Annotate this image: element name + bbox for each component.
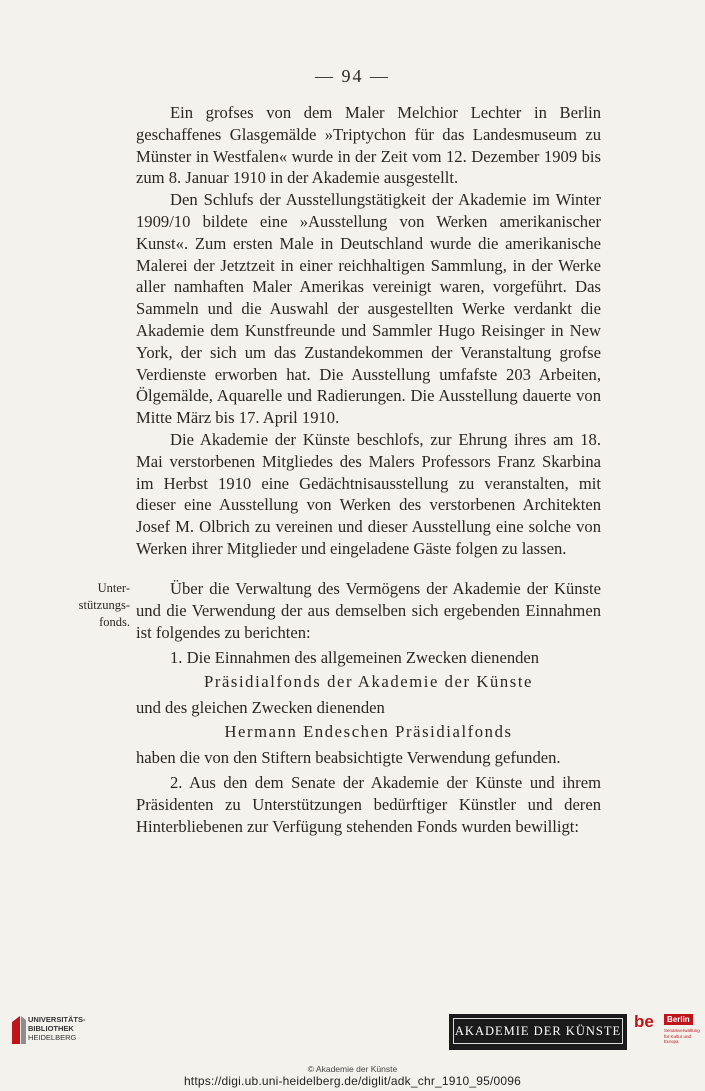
university-library-name (28, 1015, 86, 1042)
paragraph-4: Über die Verwaltung des Vermögens der Akademie der Künste und die Verwendung der aus demselben sich ergebenden Einnahmen ist folgendes zu berichten: (136, 579, 601, 642)
library-line-1: UNIVERSITÄTS- (28, 1015, 86, 1024)
fund-name-1: Präsidialfonds der Akademie der Künste (204, 672, 533, 692)
paragraph-7: haben die von den Stiftern beabsichtigte Verwendung gefunden. (136, 747, 561, 767)
berlin-be-mark: be (634, 1012, 654, 1031)
paragraph-1: Ein grofses von dem Maler Melchior Lechter in Berlin geschaffenes Glasgemälde »Triptychon für das Landesmuseum zu Münster in Westfalen« wurde in der Zeit vom 12. Dezember 1909 bis zum 8. Januar 1910 in der Akademie ausgestellt. (136, 103, 601, 188)
paragraph-2: Den Schlufs der Ausstellungstätigkeit der Akademie im Winter 1909/10 bildete eine »Ausstellung von Werken amerikanischer Kunst«. Zum ersten Male in Deutschland wurde die amerikanische Malerei der Jetztzeit in einer reichhaltigen Sammlung, in der Werke aller namhaften Maler Amerikas vereinigt waren, vorgeführt. Das Sammeln und die Auswahl der ausgestellten Werke verdankt die Akademie dem Kunstfreunde und Sammler Hugo Reisinger in New York, der sich um das Zustandekommen der Veranstaltung grofse Verdienste erworben hat. Die Ausstellung umfafste 203 Arbeiten, Ölgemälde, Aquarelle und Radierungen. Die Ausstellung dauerte von Mitte März bis 17. April 1910. (136, 190, 601, 428)
berlin-tag: Berlin (664, 1014, 693, 1025)
paragraph-6: und des gleichen Zwecken dienenden (136, 697, 385, 717)
fund-name-2: Hermann Endeschen Präsidialfonds (224, 721, 513, 741)
margin-note-line-1: Unter- (97, 581, 130, 595)
margin-note-line-2: stützungs- (78, 598, 130, 612)
paragraph-8: 2. Aus den dem Senate der Akademie der Künste und ihrem Präsidenten zu Unterstützungen bedürftiger Künstler und deren Hinterbliebenen zur Verfügung stehenden Fonds wurden bewilligt: (136, 773, 601, 836)
copyright-notice: © Akademie der Künste (307, 1064, 398, 1074)
akademie-logo (449, 1014, 627, 1050)
page-number: — 94 — (315, 66, 390, 86)
main-text-bottom (136, 578, 601, 838)
library-line-3: HEIDELBERG (28, 1033, 77, 1042)
berlin-subline: Senatsverwaltung für Kultur und Europa (664, 1028, 700, 1044)
margin-note-line-3: fonds. (99, 615, 130, 629)
akademie-label: AKADEMIE DER KÜNSTE (453, 1018, 623, 1044)
main-text-top (136, 102, 601, 560)
berlin-logo (634, 1012, 700, 1052)
paragraph-5: 1. Die Einnahmen des allgemeinen Zwecken dienenden (170, 648, 540, 668)
source-url-link[interactable]: https://digi.ub.uni-heidelberg.de/diglit/adk_chr_1910_95/0096 (183, 1074, 522, 1088)
library-line-2: BIBLIOTHEK (28, 1024, 74, 1033)
paragraph-3: Die Akademie der Künste beschlofs, zur Ehrung ihres am 18. Mai verstorbenen Mitgliedes des Malers Professors Franz Skarbina im Herbst 1910 eine Gedächtnisausstellung zu veranstalten, mit dieser eine Ausstellung von Werken des verstorbenen Architekten Josef M. Olbrich zu vereinen und dieser Ausstellung eine solche von Werken ihrer Mitglieder und eingeladene Gäste folgen zu lassen. (136, 429, 601, 558)
margin-note (70, 580, 130, 631)
